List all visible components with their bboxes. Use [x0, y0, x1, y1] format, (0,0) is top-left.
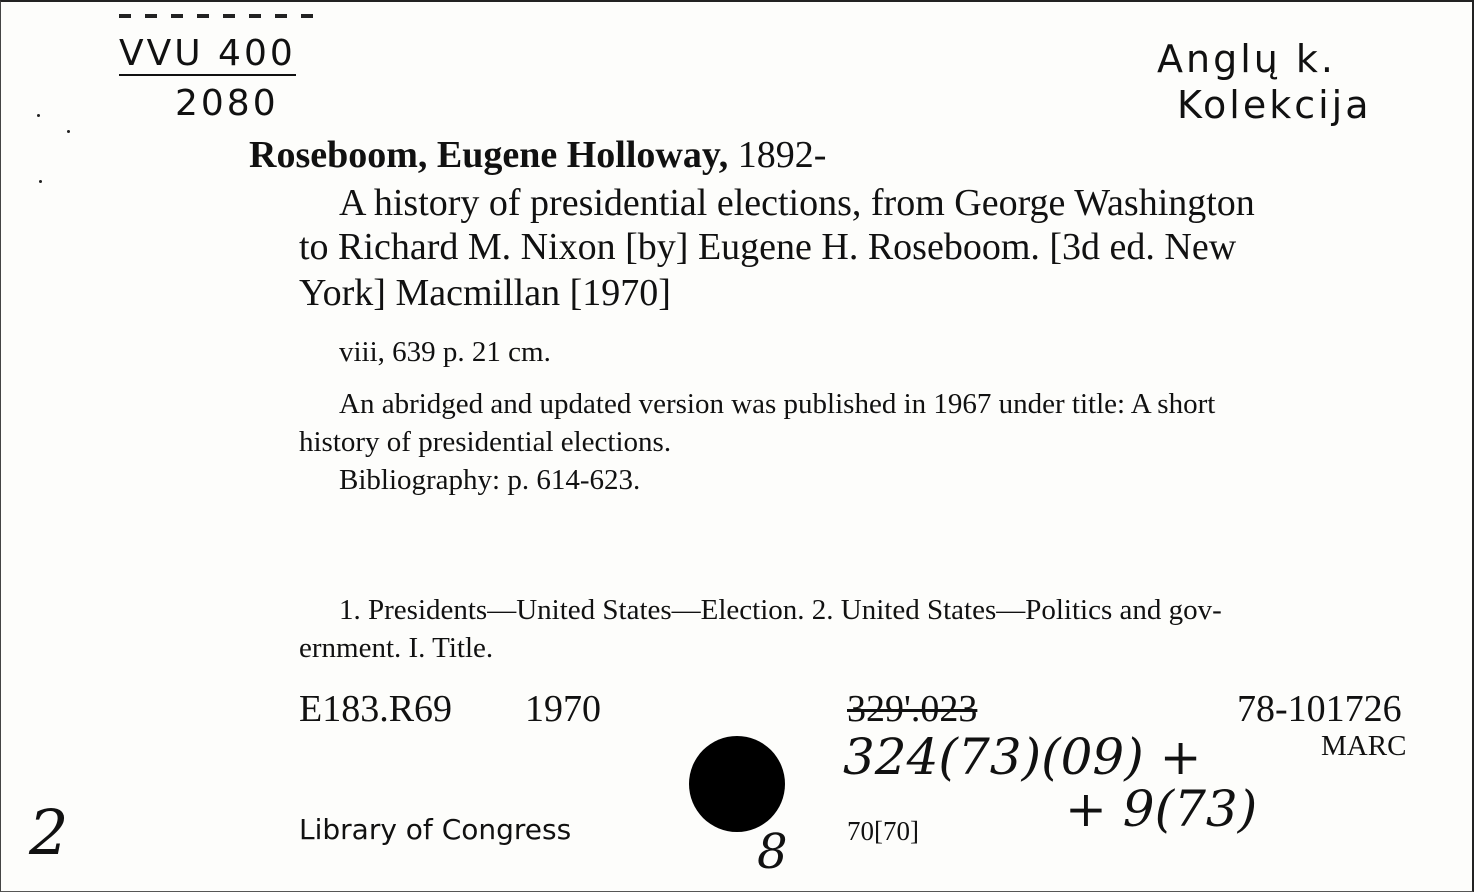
main-entry-heading — [249, 136, 826, 174]
subject-tracing: ernment. I. Title. — [299, 632, 494, 664]
note-line: history of presidential elections. — [299, 426, 672, 458]
collection-language: Anglų k. — [1157, 37, 1337, 81]
note-line: An abridged and updated version was published in 1967 under title: A short — [339, 388, 1216, 420]
title-line: to Richard M. Nixon [by] Eugene H. Roseboom. [3d ed. New — [299, 226, 1237, 268]
dewey-number-struck: 329'.023 — [847, 688, 978, 730]
speck — [39, 180, 42, 183]
card-number: 78-101726 — [1237, 688, 1402, 730]
top-dash-marks — [119, 14, 319, 18]
handwritten-copy-count: 2 — [29, 796, 69, 869]
bibliography-note: Bibliography: p. 614-623. — [339, 464, 641, 496]
speck — [67, 130, 70, 133]
call-number-class: VVU 400 — [119, 33, 296, 74]
subject-tracing: 1. Presidents—United States—Election. 2. United States—Politics and gov- — [339, 594, 1222, 626]
handwritten-udc-additional: + 9(73) — [1065, 780, 1258, 838]
punch-hole — [689, 736, 785, 832]
title-line: York] Macmillan [1970] — [299, 272, 671, 314]
collection-label: Kolekcija — [1177, 83, 1372, 127]
handwritten-mark: 8 — [757, 824, 788, 880]
lc-year: 1970 — [525, 688, 601, 730]
speck — [37, 114, 40, 117]
printer-code: 70[70] — [847, 816, 919, 846]
physical-description: viii, 639 p. 21 cm. — [339, 336, 551, 368]
author-dates: 1892- — [737, 134, 827, 176]
title-line: A history of presidential elections, from George Washington — [339, 182, 1255, 224]
marc-label: MARC — [1321, 730, 1407, 762]
lc-class-number: E183.R69 — [299, 688, 453, 730]
handwritten-udc: 324(73)(09) + — [843, 728, 1202, 786]
call-number-item: 2080 — [175, 83, 279, 124]
source-library: Library of Congress — [299, 813, 572, 846]
author-name: Roseboom, Eugene Holloway, — [249, 134, 729, 176]
